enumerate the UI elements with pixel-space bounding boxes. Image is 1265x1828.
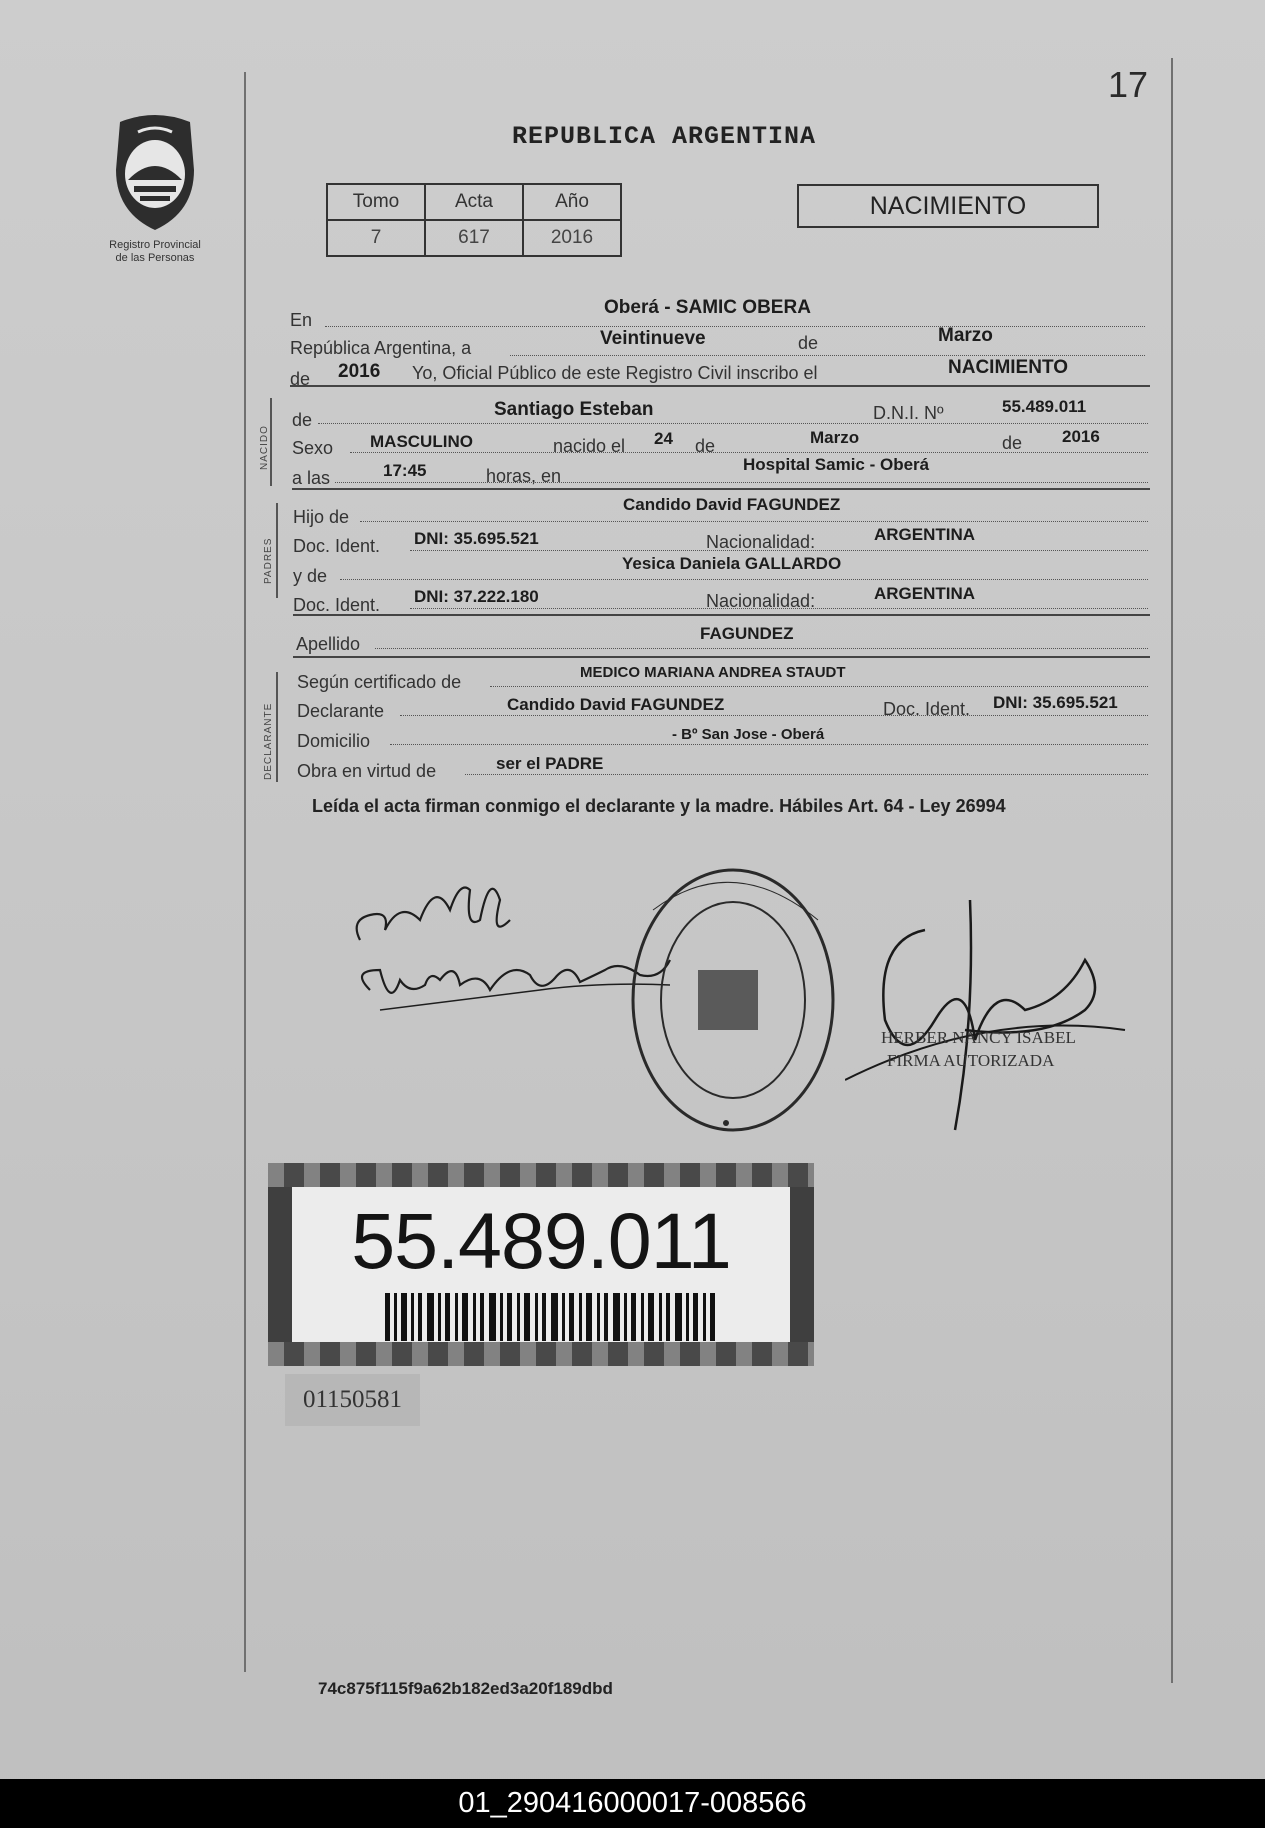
id-label-card [292,1187,790,1342]
label-nacido-el: nacido el [553,436,626,456]
side-label-padres: PADRES [263,537,274,584]
header-acta: Acta [425,184,523,220]
label-de-mes: de [695,436,716,456]
section-bar-padres [276,503,278,598]
side-label-declarante: DECLARANTE [263,702,274,780]
registry-table [326,183,622,257]
field-hora: 17:45 [383,461,427,480]
header-tomo: Tomo [327,184,425,220]
divider [293,614,1150,616]
dotted-line [360,521,1148,522]
label-nacionalidad-padre: Nacionalidad: [706,532,816,552]
field-padre: Candido David FAGUNDEZ [623,495,841,514]
serial-number: 01150581 [285,1374,420,1426]
label-a-las: a las [292,468,331,488]
legal-text: Leída el acta firman conmigo el declarante y la madre. Hábiles Art. 64 - Ley 26994 [312,796,1006,816]
label-apellido: Apellido [296,634,361,654]
field-dni: 55.489.011 [1002,397,1087,416]
id-security-sticker [268,1163,814,1366]
left-margin-line [244,72,246,1672]
field-domicilio: - Bº San Jose - Oberá [672,726,825,743]
registry-seal-image [628,860,838,1140]
dotted-line [510,355,1145,356]
page-number: 17 [1108,64,1149,105]
label-hijo-de: Hijo de [293,507,350,527]
field-declarante-doc: DNI: 35.695.521 [993,693,1118,712]
logo-caption [100,239,210,265]
label-doc-ident-padre: Doc. Ident. [293,536,381,556]
dotted-line [325,326,1145,327]
dotted-line [490,686,1148,687]
field-madre-nac: ARGENTINA [874,584,976,603]
value-anio: 2016 [523,220,621,256]
divider [292,488,1150,490]
side-label-nacido: NACIDO [259,425,270,470]
field-obra: ser el PADRE [496,754,604,773]
field-nombre: Santiago Esteban [494,399,654,420]
label-republica: República Argentina, a [290,338,472,358]
security-pattern-bottom [268,1342,814,1366]
value-tomo: 7 [327,220,425,256]
field-declarante: Candido David FAGUNDEZ [507,695,725,714]
label-oficial: Yo, Oficial Público de este Registro Civil inscribo el [412,363,818,383]
dotted-line [340,579,1148,580]
field-apellido: FAGUNDEZ [700,624,794,643]
label-nacionalidad-madre: Nacionalidad: [706,591,816,611]
field-sexo: MASCULINO [370,432,473,451]
divider [293,656,1150,658]
label-declarante: Declarante [297,701,385,721]
field-madre-doc: DNI: 37.222.180 [414,587,539,606]
field-mes: Marzo [938,325,993,346]
dotted-line [350,452,1148,453]
dotted-line [465,774,1148,775]
label-de: de [798,333,819,353]
label-de-year: de [290,369,311,389]
document-title: REPUBLICA ARGENTINA [512,122,817,151]
label-de-nombre: de [292,410,313,430]
official-signature-image [845,900,1145,1140]
dotted-line [410,608,1148,609]
footer-id: 01_290416000017-008566 [458,1787,807,1819]
registry-logo [100,112,210,277]
field-tipo: NACIMIENTO [948,357,1068,378]
dotted-line [318,423,1148,424]
value-acta: 617 [425,220,523,256]
dotted-line [410,550,1148,551]
label-de-anio: de [1002,433,1023,453]
field-madre: Yesica Daniela GALLARDO [622,554,842,573]
svg-text:FIRMA AUTORIZADA: FIRMA AUTORIZADA [887,1051,1055,1070]
label-en: En [290,310,313,330]
logo-caption-line2: de las Personas [115,252,195,264]
field-padre-doc: DNI: 35.695.521 [414,529,539,548]
section-bar-nacido [270,398,272,486]
field-anio: 2016 [338,361,381,382]
sticker-number: 55.489.011 [351,1196,731,1285]
dotted-line [375,648,1148,649]
dotted-line [390,744,1148,745]
footer-bar [0,1779,1265,1828]
logo-caption-line1: Registro Provincial [109,239,201,251]
label-domicilio: Domicilio [297,731,371,751]
document-hash: 74c875f115f9a62b182ed3a20f189dbd [318,1679,613,1698]
divider [290,385,1150,387]
dotted-line [335,482,1148,483]
field-nac-anio: 2016 [1062,427,1100,446]
act-type-box: NACIMIENTO [797,184,1099,228]
barcode-icon [385,1293,715,1341]
security-pattern-top [268,1163,814,1187]
label-horas-en: horas, en [486,466,562,486]
label-y-de: y de [293,566,328,586]
field-lugar-nac: Hospital Samic - Oberá [743,455,930,474]
header-anio: Año [523,184,621,220]
svg-text:HERBER NANCY ISABEL: HERBER NANCY ISABEL [881,1028,1076,1047]
label-obra: Obra en virtud de [297,761,437,781]
field-nac-dia: 24 [654,429,673,448]
provincial-shield-icon [108,112,202,234]
field-lugar: Oberá - SAMIC OBERA [604,297,811,318]
label-doc-ident-declarante: Doc. Ident. [883,699,971,719]
label-sexo: Sexo [292,438,334,458]
field-dia-letras: Veintinueve [600,328,706,349]
label-doc-ident-madre: Doc. Ident. [293,595,381,615]
label-segun: Según certificado de [297,672,462,692]
right-margin-line [1171,58,1173,1683]
dotted-line [400,715,1148,716]
field-certificado: MEDICO MARIANA ANDREA STAUDT [580,664,846,681]
section-bar-declarante [276,672,278,782]
label-dni: D.N.I. Nº [873,403,944,423]
field-padre-nac: ARGENTINA [874,525,976,544]
field-nac-mes: Marzo [810,428,860,447]
